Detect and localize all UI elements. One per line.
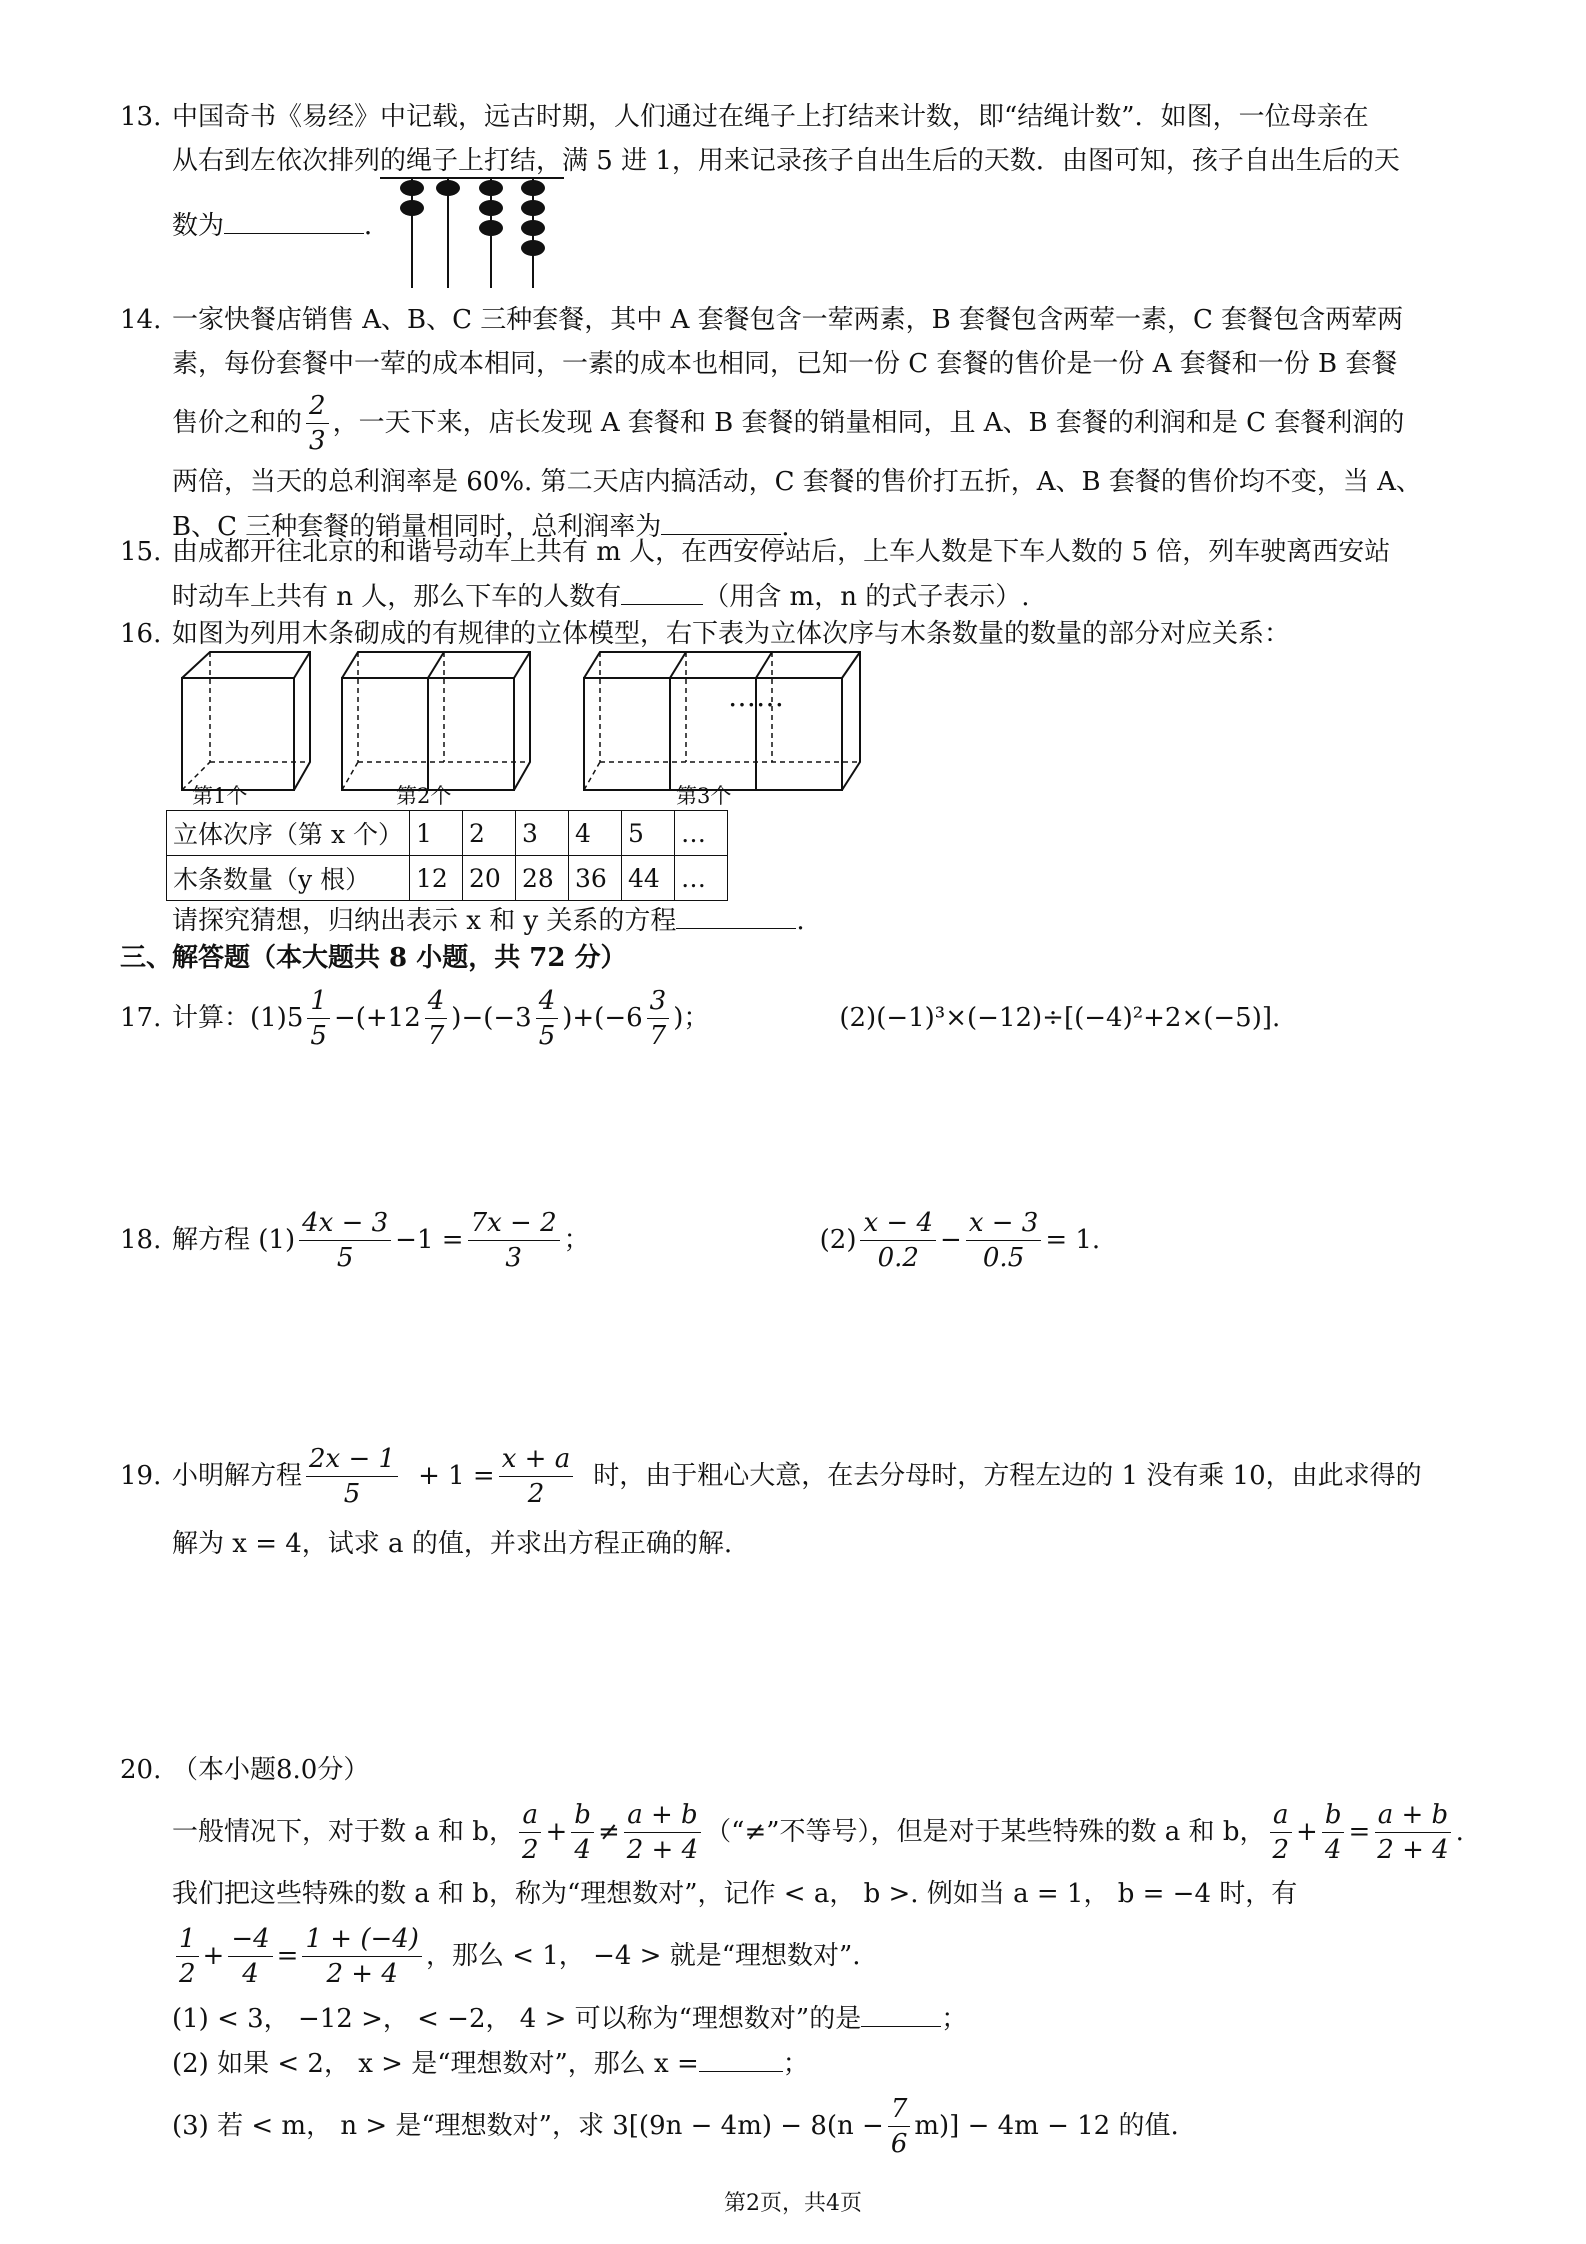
- question-text: 时动车上共有 n 人，那么下车的人数有: [172, 582, 622, 612]
- fraction: $\frac{4x - 3}{5}$: [299, 1206, 391, 1275]
- question-text: 两倍，当天的总利润率是 60%. 第二天店内搞活动，C 套餐的售价打五折，A、B 套餐的售价均不变，当 A、: [172, 467, 1422, 497]
- question-number: 18.: [120, 1225, 162, 1255]
- question-text: ；: [941, 2004, 968, 2034]
- answer-blank: [861, 1996, 941, 2027]
- question-text: 一家快餐店销售 A、B、C 三种套餐，其中 A 套餐包含一荤两素，B 套餐包含两荤一素，C 套餐包含两荤两: [172, 305, 1404, 335]
- question-19: [120, 1436, 1490, 1566]
- question-text: 解方程 (1): [172, 1225, 296, 1255]
- fraction: $\frac{b}{4}$: [571, 1798, 594, 1867]
- question-number: 17.: [120, 1003, 162, 1033]
- question-text: 从右到左依次排列的绳子上打结，满 5 进 1，用来记录孩子自出生后的天数．由图可知，孩子自出生后的天: [172, 146, 1400, 176]
- question-text: 解为 x = 4，试求 a 的值，并求出方程正确的解.: [172, 1529, 733, 1559]
- question-text: 素，每份套餐中一荤的成本相同，一素的成本也相同，已知一份 C 套餐的售价是一份 A 套餐和一份 B 套餐: [172, 349, 1398, 379]
- cube-model-figure: [170, 648, 970, 808]
- answer-blank: [621, 574, 703, 605]
- question-text: .: [781, 512, 790, 542]
- question-20: [120, 1748, 1490, 2166]
- answer-blank: [676, 898, 796, 929]
- question-text: （“≠”不等号），但是对于某些特殊的数 a 和 b，: [705, 1817, 1266, 1847]
- knot-rope-figure: [378, 170, 568, 290]
- question-text: 计算：(1): [172, 1003, 287, 1033]
- question-text: 时，由于粗心大意，在去分母时，方程左边的 1 没有乘 10，由此求得的: [593, 1461, 1422, 1491]
- question-text: B、C 三种套餐的销量相同时，总利润率为: [172, 512, 662, 542]
- table-cell: 4: [569, 811, 622, 856]
- fraction: $\frac{a}{2}$: [1269, 1798, 1292, 1867]
- fraction: $\frac{-4}{4}$: [228, 1922, 272, 1991]
- answer-blank: [224, 203, 364, 234]
- ellipsis: ……: [728, 680, 784, 713]
- expression-text: = 1.: [1045, 1225, 1101, 1255]
- question-text: 小明解方程: [172, 1461, 303, 1491]
- question-number: 20.: [120, 1755, 162, 1785]
- fraction: $\frac{2}{3}$: [306, 389, 329, 458]
- question-text: 如图为列用木条砌成的有规律的立体模型，右下表为立体次序与木条数量的数量的部分对应关系：: [172, 619, 1291, 649]
- question-number: 19.: [120, 1461, 162, 1491]
- page-footer: 第2页，共4页: [724, 2191, 862, 2216]
- question-text: 售价之和的: [172, 408, 303, 438]
- question-text: ，一天下来，店长发现 A 套餐和 B 套餐的销量相同，且 A、B 套餐的利润和是 C 套餐利润的: [332, 408, 1405, 438]
- question-text: 数为: [172, 211, 225, 241]
- table-cell: …: [675, 811, 728, 856]
- expression-text: ≠: [597, 1817, 620, 1847]
- question-18: [120, 1200, 1490, 1280]
- fraction: $\frac{2x - 1}{5}$: [306, 1442, 398, 1511]
- question-15: [120, 530, 1490, 619]
- question-14: [120, 298, 1490, 549]
- expression-text: −(+12: [333, 1003, 421, 1033]
- fraction: $\frac{1}{2}$: [176, 1922, 199, 1991]
- table-cell: 5: [622, 811, 675, 856]
- table-cell: …: [675, 856, 728, 901]
- question-text: 中国奇书《易经》中记载，远古时期，人们通过在绳子上打结来计数，即“结绳计数”．如图，一位母亲在: [172, 102, 1369, 132]
- expression-text: )；: [673, 1003, 710, 1033]
- expression-text: +: [545, 1817, 568, 1847]
- table-header-cell: 木条数量（y 根）: [167, 856, 410, 901]
- table-row: [167, 811, 728, 856]
- fraction: $\frac{b}{4}$: [1322, 1798, 1345, 1867]
- question-number: 15.: [120, 537, 162, 567]
- fraction: $\frac{4}{7}$: [425, 984, 448, 1053]
- fraction: $\frac{1}{5}$: [307, 984, 330, 1053]
- table-cell: 3: [516, 811, 569, 856]
- figure-label-3: 第3个: [676, 784, 732, 808]
- figure-label-1: 第1个: [192, 784, 248, 808]
- expression-text: =: [276, 1941, 299, 1971]
- expression-text: =: [1348, 1817, 1371, 1847]
- score-note: （本小题8.0分）: [172, 1755, 370, 1785]
- table-cell: 12: [410, 856, 463, 901]
- answer-blank: [699, 2041, 783, 2072]
- expression-text: ；: [563, 1225, 590, 1255]
- figure-label-2: 第2个: [396, 784, 452, 808]
- table-cell: 20: [463, 856, 516, 901]
- fraction: $\frac{x + a}{2}$: [499, 1442, 573, 1511]
- question-text: (2) 如果 < 2， x > 是“理想数对”，那么 x =: [172, 2049, 699, 2079]
- question-text: (1) < 3， −12 >， < −2， 4 > 可以称为“理想数对”的是: [172, 2004, 862, 2034]
- question-text: 一般情况下，对于数 a 和 b，: [172, 1817, 515, 1847]
- table-cell: 36: [569, 856, 622, 901]
- table-cell: 28: [516, 856, 569, 901]
- fraction: $\frac{x - 4}{0.2}$: [860, 1206, 936, 1275]
- fraction: $\frac{7x - 2}{3}$: [468, 1206, 560, 1275]
- section-title: 三、解答题（本大题共 8 小题，共 72 分）: [120, 943, 627, 973]
- question-text: 由成都开往北京的和谐号动车上共有 m 人，在西安停站后，上车人数是下车人数的 5 倍，列车驶离西安站: [172, 537, 1391, 567]
- sequence-table: [166, 810, 728, 901]
- expression-text: (2): [819, 1225, 857, 1255]
- question-text: 我们把这些特殊的数 a 和 b，称为“理想数对”，记作 < a， b >. 例如当 a = 1， b = −4 时，有: [172, 1879, 1298, 1909]
- question-text: （用含 m，n 的式子表示）.: [703, 582, 1030, 612]
- question-number: 14.: [120, 305, 162, 335]
- question-number: 13.: [120, 102, 162, 132]
- table-row: [167, 856, 728, 901]
- question-text: .: [796, 906, 805, 936]
- fraction: $\frac{a}{2}$: [519, 1798, 542, 1867]
- expression-text: .: [1455, 1817, 1464, 1847]
- question-text: ；: [782, 2049, 809, 2079]
- fraction: $\frac{a + b}{2 + 4}$: [624, 1798, 701, 1867]
- table-header-cell: 立体次序（第 x 个）: [167, 811, 410, 856]
- table-cell: 44: [622, 856, 675, 901]
- expression-text: −: [940, 1225, 962, 1255]
- fraction: $\frac{7}{6}$: [888, 2092, 911, 2161]
- question-text: (3) 若 < m， n > 是“理想数对”，求 3[(9n − 4m) − 8(n −: [172, 2111, 884, 2141]
- expression-text: −1 =: [395, 1225, 464, 1255]
- fraction: $\frac{1 + (-4)}{2 + 4}$: [302, 1922, 421, 1991]
- question-text: m)] − 4m − 12 的值.: [914, 2111, 1179, 2141]
- mixed-number-whole: 5: [286, 1003, 304, 1033]
- question-text: ，那么 < 1， −4 > 就是“理想数对”.: [425, 1941, 861, 1971]
- fraction: $\frac{a + b}{2 + 4}$: [1374, 1798, 1451, 1867]
- expression-text: +: [202, 1941, 225, 1971]
- question-text: ．: [364, 211, 391, 241]
- table-cell: 1: [410, 811, 463, 856]
- question-text: 请探究猜想，归纳出表示 x 和 y 关系的方程: [172, 906, 677, 936]
- expression-text: + 1 =: [418, 1461, 495, 1491]
- expression-text: )−(−3: [451, 1003, 532, 1033]
- table-cell: 2: [463, 811, 516, 856]
- expression-text: (2)(−1)³×(−12)÷[(−4)²+2×(−5)].: [839, 1003, 1281, 1033]
- expression-text: +: [1296, 1817, 1318, 1847]
- fraction: $\frac{4}{5}$: [536, 984, 559, 1053]
- question-17: [120, 978, 1490, 1058]
- question-13: [120, 95, 1490, 248]
- fraction: $\frac{x - 3}{0.5}$: [966, 1206, 1042, 1275]
- question-number: 16.: [120, 619, 162, 649]
- fraction: $\frac{3}{7}$: [647, 984, 670, 1053]
- expression-text: )+(−6: [562, 1003, 643, 1033]
